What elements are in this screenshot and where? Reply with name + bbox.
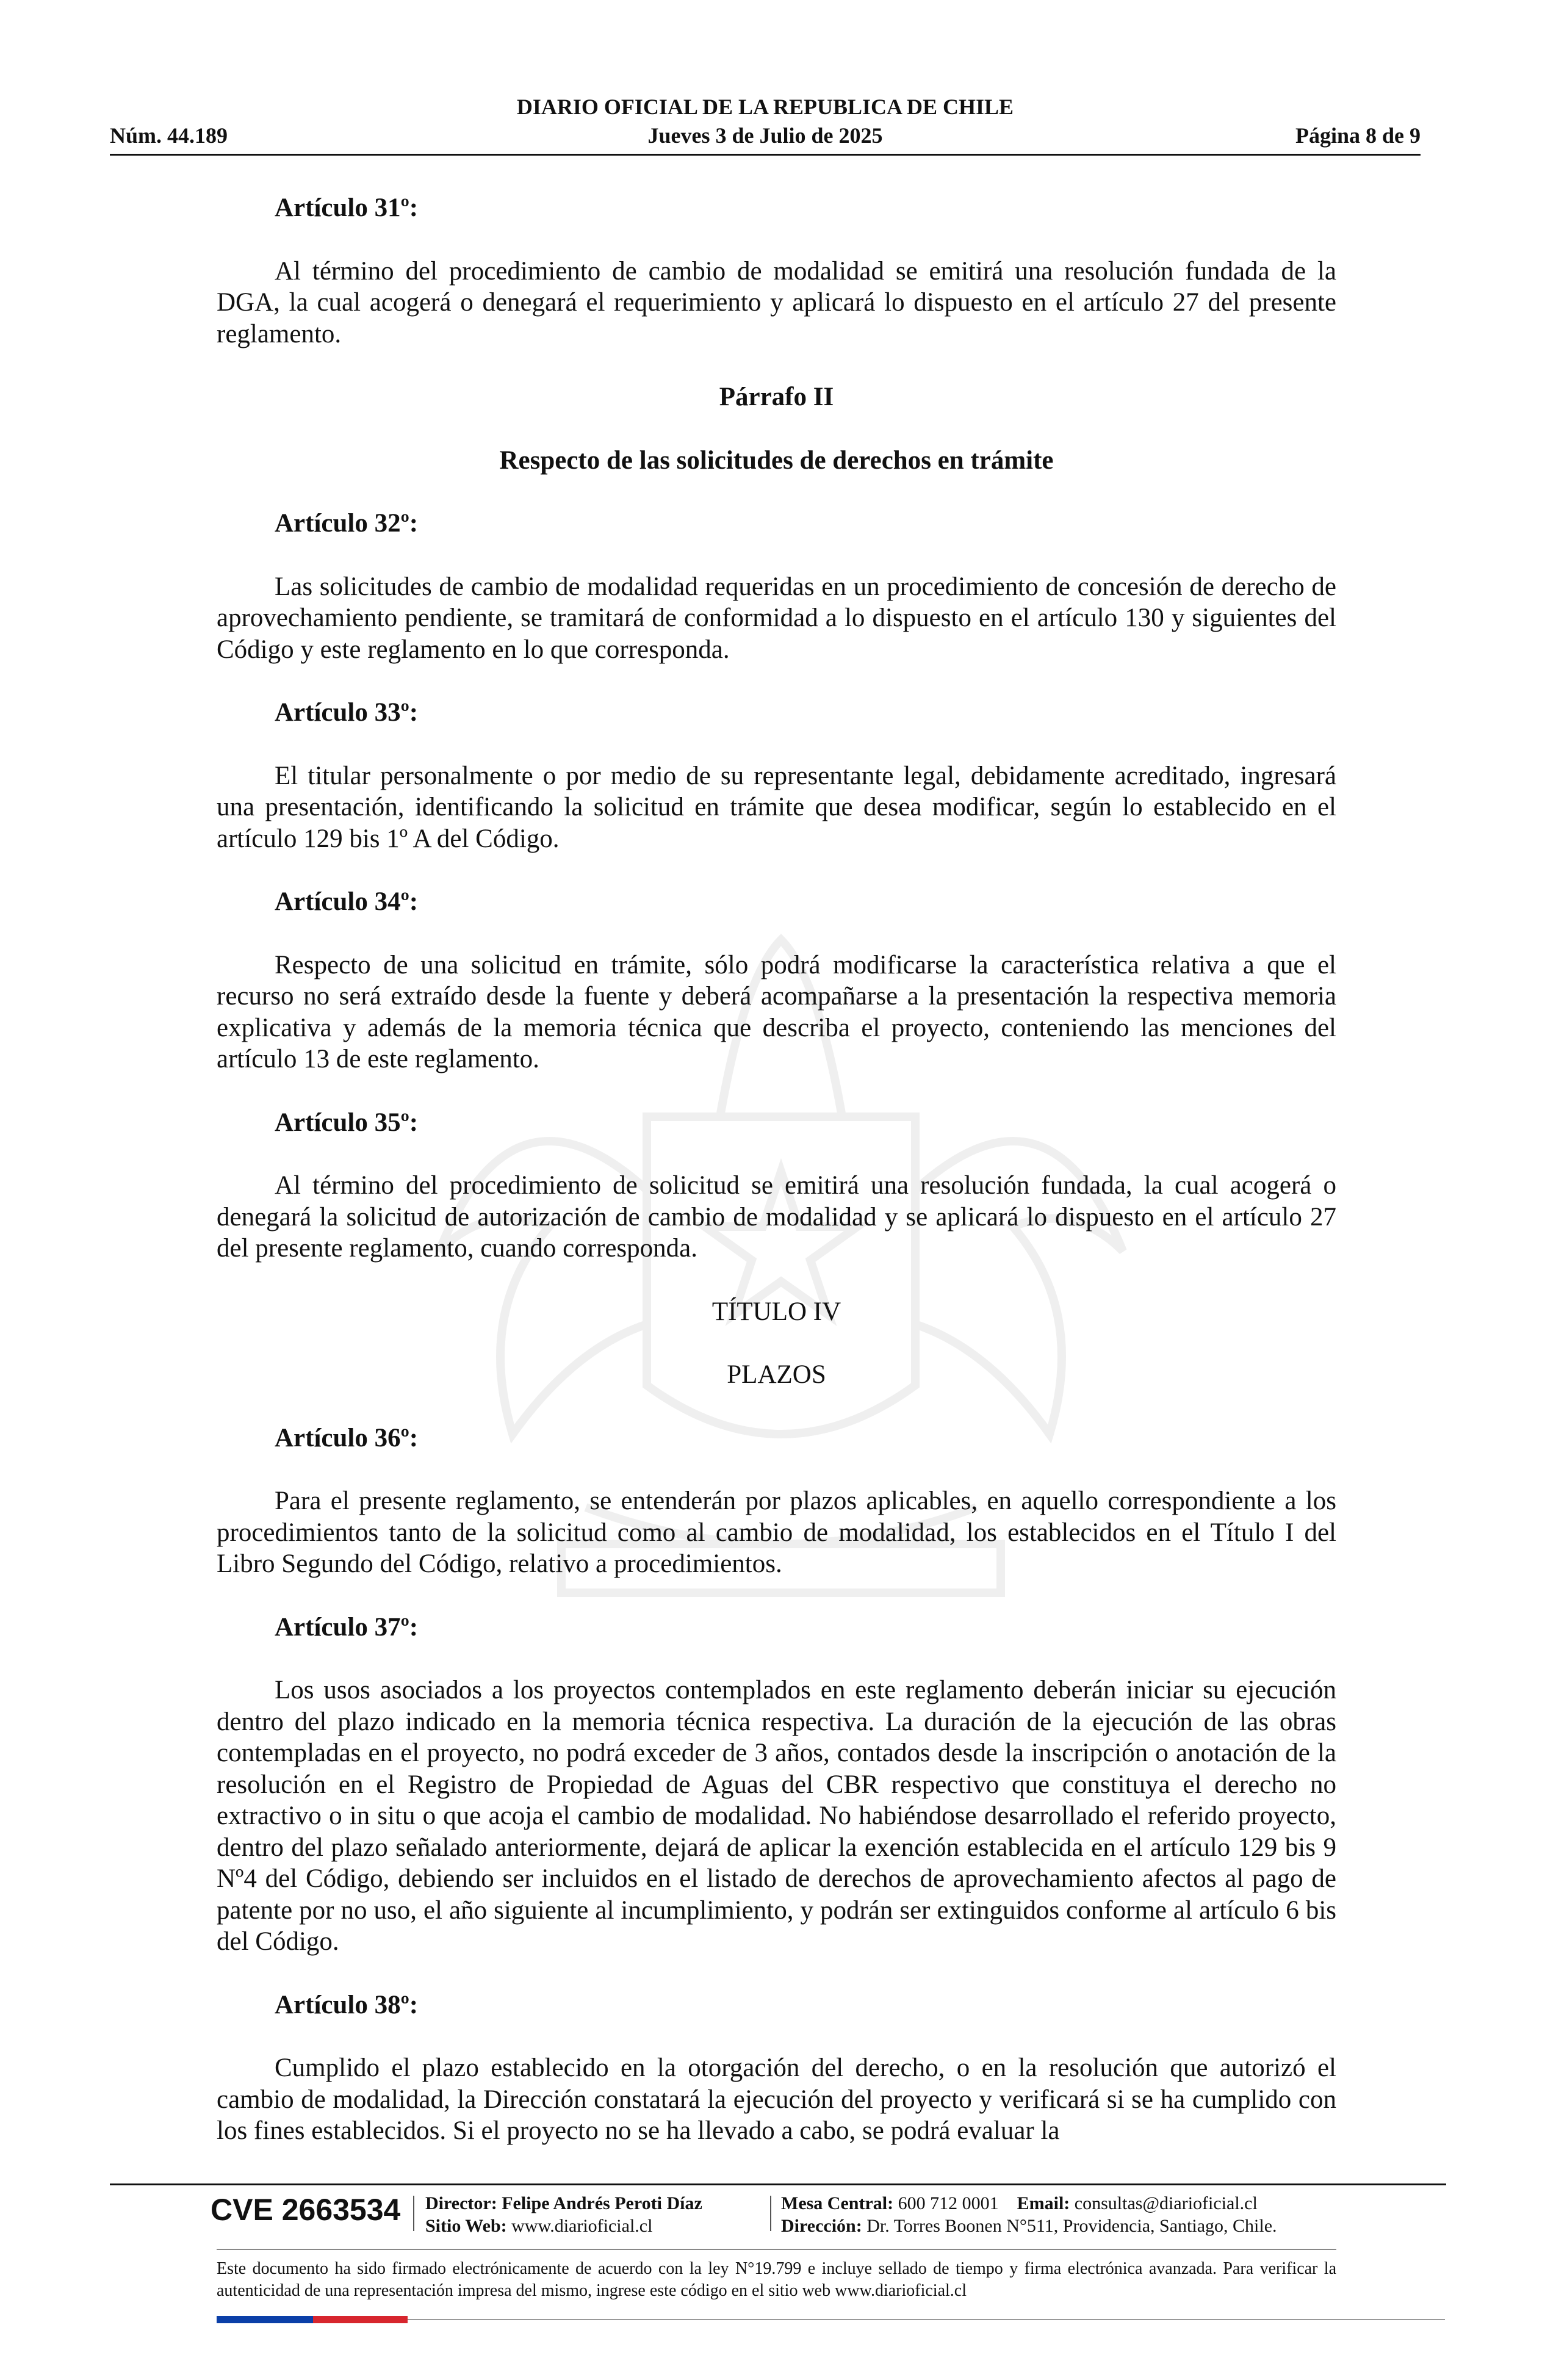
footer-separator <box>770 2196 771 2231</box>
article-33-text: El titular personalmente o por medio de su representante legal, debidamente acreditado, ingresará una presentación, identificando la solicitud en trámite que desea modificar, según lo establecido en el artículo 129 bis 1º A del Código. <box>217 761 1336 853</box>
article-36-text: Para el presente reglamento, se entenderán por plazos aplicables, en aquello correspondiente a los procedimientos tanto de la solicitud como al cambio de modalidad, los establecidos en el Título I del Libro Segundo del Código, relativo a procedimientos. <box>217 1487 1336 1578</box>
issue-number: Núm. 44.189 <box>110 123 228 148</box>
article-37-text: Los usos asociados a los proyectos contemplados en este reglamento deberán iniciar su ejecución dentro del plazo indicado en la memoria técnica respectiva. La duración de la ejecución de las obras contempladas en el proyecto, no podrá exceder de 3 años, contados desde la inscripción o anotación de la resolución en el Registro de Propiedad de Aguas del CBR respectivo que constituya el derecho no extractivo o in situ o que acoja el cambio de modalidad. No habiéndose desarrollado el referido proyecto, dentro del plazo señalado anteriormente, dejará de aplicar la exención establecida en el artículo 129 bis 9 Nº4 del Código, debiendo ser incluidos en el listado de derechos de aprovechamiento afectos al pago de patente por no uso, el año siguiente al incumplimiento, y podrán ser extinguidos conforme al artículo 6 bis del Código. <box>217 1676 1336 1956</box>
header-divider <box>110 154 1421 156</box>
article-31-title: Artículo 31º: <box>275 193 419 222</box>
page-header <box>110 93 1421 160</box>
article-35-title: Artículo 35º: <box>275 1108 419 1137</box>
article-35-text: Al término del procedimiento de solicitud se emitirá una resolución fundada, la cual acogerá o denegará la solicitud de autorización de cambio de modalidad y se aplicará lo dispuesto en el artículo 27 del presente reglamento, cuando corresponda. <box>217 1171 1336 1263</box>
article-32-text: Las solicitudes de cambio de modalidad requeridas en un procedimiento de concesión de derecho de aprovechamiento pendiente, se tramitará de conformidad a lo dispuesto en el artículo 130 y siguientes del Código y este reglamento en lo que corresponda. <box>217 572 1336 664</box>
titulo-heading: TÍTULO IV <box>711 1297 841 1326</box>
article-31-text: Al término del procedimiento de cambio de modalidad se emitirá una resolución fundada de la DGA, la cual acogerá o denegará el requerimiento y aplicará lo dispuesto en el artículo 27 del presente reglamento. <box>217 256 1336 348</box>
footer-contact-block <box>781 2192 1277 2237</box>
flag-stripe-line <box>408 2319 1445 2320</box>
footer-separator <box>413 2196 414 2231</box>
article-33-title: Artículo 33º: <box>275 698 419 727</box>
issue-date: Jueves 3 de Julio de 2025 <box>647 123 883 148</box>
article-32-title: Artículo 32º: <box>275 509 419 538</box>
article-34-title: Artículo 34º: <box>275 887 419 916</box>
article-38-title: Artículo 38º: <box>275 1990 419 2019</box>
parrafo-heading: Párrafo II <box>719 383 834 411</box>
electronic-signature-notice: Este documento ha sido firmado electrónicamente de acuerdo con la ley N°19.799 e incluye sellado de tiempo y firma electrónica avanzada. Para verificar la autenticidad de una representación impresa del mismo, ingrese este código en el sitio web www.diarioficial.cl <box>217 2259 1336 2300</box>
website-link[interactable]: www.diarioficial.cl <box>511 2216 653 2236</box>
article-38-text: Cumplido el plazo establecido en la otorgación del derecho, o en la resolución que autorizó el cambio de modalidad, la Dirección constatará la ejecución del proyecto y verificará si se ha cumplido con los fines establecidos. Si el proyecto no se ha llevado a cabo, se podrá evaluar la <box>217 2054 1336 2145</box>
article-34-text: Respecto de una solicitud en trámite, sólo podrá modificarse la característica relativa a que el recurso no será extraído desde la fuente y deberá acompañarse a la presentación la respectiva memoria explicativa y además de la memoria técnica que describa el proyecto, conteniendo las menciones del artículo 13 de este reglamento. <box>217 950 1336 1073</box>
flag-stripe-red <box>313 2316 408 2323</box>
director-value: Felipe Andrés Peroti Díaz <box>502 2193 702 2213</box>
newspaper-title: DIARIO OFICIAL DE LA REPUBLICA DE CHILE <box>516 95 1014 119</box>
article-37-title: Artículo 37º: <box>275 1612 419 1642</box>
footer-divider <box>110 2183 1446 2185</box>
mesa-value: 600 712 0001 <box>898 2193 999 2213</box>
address-label: Dirección: <box>781 2216 862 2236</box>
website-label: Sitio Web: <box>425 2216 507 2236</box>
document-body <box>217 192 1336 2179</box>
page-number: Página 8 de 9 <box>1295 123 1421 148</box>
footer-divider-thin <box>217 2249 1336 2250</box>
footer-director-block <box>425 2192 702 2237</box>
article-36-title: Artículo 36º: <box>275 1423 419 1452</box>
flag-stripe-blue <box>217 2316 313 2323</box>
address-value: Dr. Torres Boonen N°511, Providencia, Santiago, Chile. <box>866 2216 1277 2236</box>
director-label: Director: <box>425 2193 497 2213</box>
parrafo-subtitle: Respecto de las solicitudes de derechos en trámite <box>499 445 1054 475</box>
mesa-label: Mesa Central: <box>781 2193 894 2213</box>
email-link[interactable]: consultas@diarioficial.cl <box>1074 2193 1258 2213</box>
titulo-subtitle: PLAZOS <box>727 1360 826 1389</box>
cve-code: CVE 2663534 <box>211 2193 401 2227</box>
email-label: Email: <box>1017 2193 1070 2213</box>
